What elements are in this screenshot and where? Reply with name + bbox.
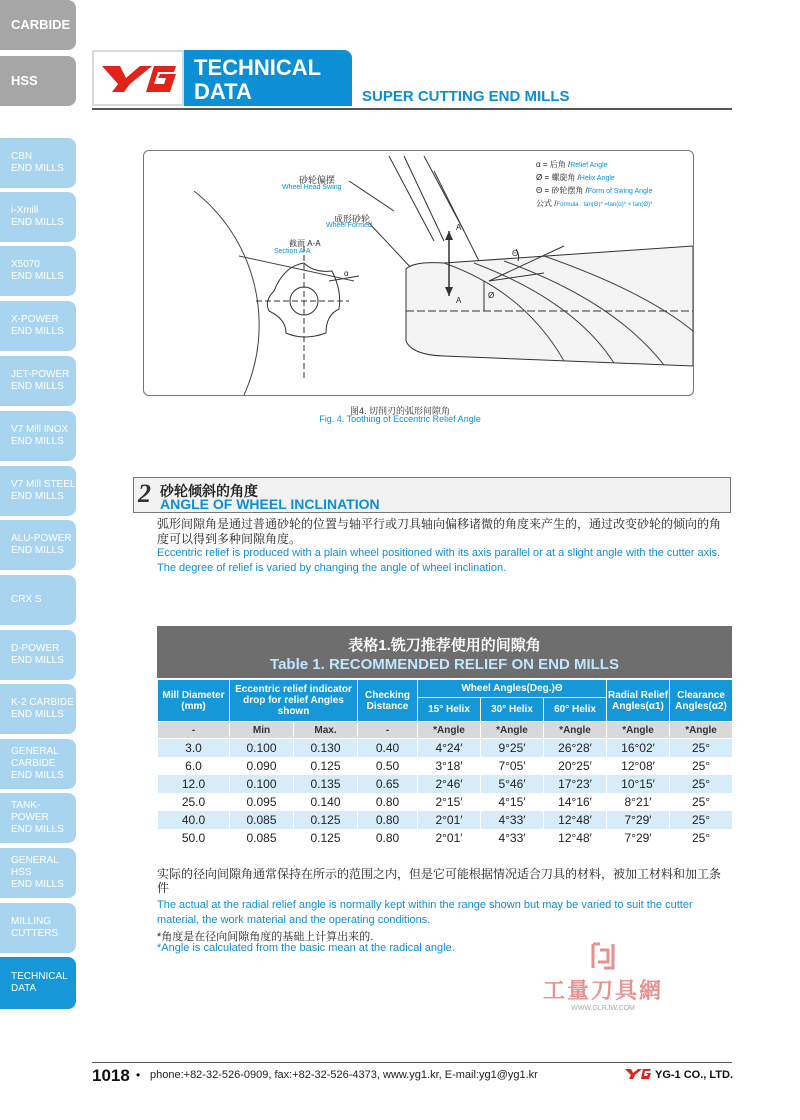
mark-phi: Ø [488, 291, 495, 300]
mark-a-bottom: A [456, 296, 462, 305]
legend-theta-cn: Θ = 砂轮摆角 / [536, 186, 588, 195]
side-tab-general-carbide-end-mills[interactable] [0, 739, 76, 789]
table-cell: 4°15′ [481, 793, 544, 811]
footer-contact: phone:+82-32-526-0909, fax:+82-32-526-4373, www.yg1.kr, E-mail:yg1@yg1.kr [150, 1069, 538, 1081]
mark-a-top: A [456, 223, 462, 232]
table-cell: 0.100 [230, 739, 294, 758]
table-cell: 2°01′ [418, 811, 481, 829]
side-tab-label: X-POWER END MILLS [11, 314, 64, 337]
table-cell: 50.0 [158, 829, 230, 847]
table-cell: 40.0 [158, 811, 230, 829]
table-cell: 16°02′ [607, 739, 670, 758]
th-helix-30: 30° Helix [481, 698, 544, 722]
table-cell: 25° [670, 739, 733, 758]
table-cell: 0.125 [294, 757, 358, 775]
side-tab-jet-power-end-mills[interactable] [0, 356, 76, 406]
watermark-logo-icon [590, 942, 616, 970]
side-tab-v7-mill-steel-end-mills[interactable] [0, 466, 76, 516]
table-cell: 25° [670, 829, 733, 847]
side-tab-label: TANK-POWER END MILLS [11, 800, 64, 835]
side-tab-label: JET-POWER END MILLS [11, 369, 70, 392]
table-cell: 0.090 [230, 757, 294, 775]
table-cell: 25° [670, 811, 733, 829]
table-title-cn: 表格1.铣刀推荐使用的间隙角 [348, 637, 541, 654]
table-cell: 0.135 [294, 775, 358, 793]
side-tab-x-power-end-mills[interactable] [0, 301, 76, 351]
relief-table [157, 679, 733, 847]
table-cell: 2°15′ [418, 793, 481, 811]
side-tab-label: D-POWER END MILLS [11, 643, 64, 666]
side-tab-crx-s[interactable] [0, 575, 76, 625]
table-cell: 10°15′ [607, 775, 670, 793]
side-tab-label: V7 Mill INOX END MILLS [11, 424, 69, 447]
figure-frame [143, 150, 694, 396]
footer-rule [92, 1062, 732, 1063]
side-tab-carbide[interactable] [0, 0, 76, 50]
table-cell: 6.0 [158, 757, 230, 775]
side-tab-tank-power-end-mills[interactable] [0, 793, 76, 843]
label-wheel-swing-en: Wheel Head Swing [282, 184, 342, 191]
section-body-cn: 弧形间隙角是通过普通砂轮的位置与轴平行或刀具轴向偏移诸微的角度来产生的，通过改变砂轮的倾向的角度可以得到多种间隙角度。 [157, 517, 722, 546]
table-row [158, 829, 733, 847]
table-cell: 0.125 [294, 811, 358, 829]
table-cell: 7°05′ [481, 757, 544, 775]
mark-alpha: α [344, 269, 349, 278]
legend-phi-en: Helix Angle [579, 175, 615, 182]
th-clearance: Clearance Angles(α2) [670, 680, 733, 722]
table-cell: 12°48′ [544, 811, 607, 829]
label-wheel-swing-cn: 砂轮偏摆 [299, 175, 336, 185]
th-wheel-angles: Wheel Angles(Deg.)Θ [418, 680, 607, 698]
watermark-text: 工量刀具網 [542, 978, 663, 1003]
sub-angle: *Angle [544, 722, 607, 739]
footer-company: YG-1 CO., LTD. [655, 1069, 734, 1081]
side-tab-technical-data[interactable] [0, 957, 76, 1009]
table-row [158, 793, 733, 811]
table-cell: 8°21′ [607, 793, 670, 811]
table-cell: 0.140 [294, 793, 358, 811]
note1-en: The actual at the radial relief angle is normally kept within the range shown but may be varied to suit the cutter material, the work material and the operating conditions. [157, 899, 693, 926]
yg-logo-mark [96, 58, 180, 98]
table-cell: 0.50 [358, 757, 418, 775]
side-tab-label: X5070 END MILLS [11, 259, 64, 282]
table-row [158, 811, 733, 829]
side-tab-milling-cutters[interactable] [0, 903, 76, 953]
side-tab-x5070-end-mills[interactable] [0, 246, 76, 296]
header-rule [92, 108, 732, 110]
table-cell: 0.100 [230, 775, 294, 793]
section-title-en: ANGLE OF WHEEL INCLINATION [160, 496, 380, 512]
side-tab-general-hss-end-mills[interactable] [0, 848, 76, 898]
side-tab-label: i-Xmill END MILLS [11, 205, 64, 228]
note2-cn: *角度是在径向间隙角度的基础上计算出来的. [157, 931, 374, 943]
side-tab-label: CARBIDE [11, 17, 71, 32]
table-cell: 0.085 [230, 811, 294, 829]
legend-phi-cn: Ø = 螺旋角 / [536, 173, 580, 182]
side-tab-d-power-end-mills[interactable] [0, 630, 76, 680]
table-row [158, 775, 733, 793]
technical-data-banner [184, 50, 352, 106]
table-cell: 0.40 [358, 739, 418, 758]
table-cell: 2°46′ [418, 775, 481, 793]
table-cell: 4°33′ [481, 829, 544, 847]
legend-formula-en: Formula : tan(Θ)* =tan(α)* × tan(Ø)* [556, 202, 653, 208]
sub-dash: - [358, 722, 418, 739]
table-cell: 0.095 [230, 793, 294, 811]
table-cell: 2°01′ [418, 829, 481, 847]
sub-min: Min [230, 722, 294, 739]
note2-en: *Angle is calculated from the basic mean at the radical angle. [157, 942, 455, 954]
table-cell: 0.085 [230, 829, 294, 847]
table-cell: 0.80 [358, 829, 418, 847]
legend-alpha-en: Relief Angle [570, 162, 608, 169]
section-number: 2 [138, 479, 151, 508]
table-cell: 0.80 [358, 793, 418, 811]
side-tab-label: CBN END MILLS [11, 151, 64, 174]
watermark-url: WWW.GLRJW.COM [571, 1005, 635, 1012]
sub-dash: - [158, 722, 230, 739]
page-subtitle: SUPER CUTTING END MILLS [362, 88, 570, 105]
table-cell: 4°33′ [481, 811, 544, 829]
th-helix-60: 60° Helix [544, 698, 607, 722]
section-title-cn: 砂轮倾斜的角度 [160, 483, 258, 499]
table-cell: 14°16′ [544, 793, 607, 811]
th-helix-15: 15° Helix [418, 698, 481, 722]
table-cell: 20°25′ [544, 757, 607, 775]
table-cell: 12°08′ [607, 757, 670, 775]
figure-legend [536, 159, 692, 211]
note1-cn: 实际的径向间隙角通常保持在所示的范围之内，但是它可能根据情况适合刀具的材料，被加工材料和加工条件 [157, 867, 722, 895]
table-cell: 26°28′ [544, 739, 607, 758]
table-cell: 7°29′ [607, 811, 670, 829]
yg-logo [92, 50, 184, 106]
side-tab-label: K-2 CARBIDE END MILLS [11, 697, 74, 720]
th-radial: Radial Relief Angles(α1) [607, 680, 670, 722]
table-cell: 4°24′ [418, 739, 481, 758]
table-cell: 17°23′ [544, 775, 607, 793]
footer-bullet: • [136, 1068, 141, 1082]
page-number: 1018 [92, 1066, 130, 1085]
table-cell: 0.80 [358, 811, 418, 829]
table-cell: 0.65 [358, 775, 418, 793]
side-tab-label: ALU-POWER END MILLS [11, 533, 72, 556]
table-cell: 3.0 [158, 739, 230, 758]
side-tab-label: GENERAL HSS END MILLS [11, 855, 64, 890]
table-title-en: Table 1. RECOMMENDED RELIEF ON END MILLS [270, 656, 619, 673]
legend-theta-en: Form of Swing Angle [587, 188, 653, 195]
side-tab-label: MILLING CUTTERS [11, 916, 59, 939]
table-row [158, 739, 733, 758]
label-wheel-formed-cn: 成形砂轮 [334, 214, 371, 224]
sub-max: Max. [294, 722, 358, 739]
table-cell: 7°29′ [607, 829, 670, 847]
relief-table-body [158, 739, 733, 848]
table-cell: 12.0 [158, 775, 230, 793]
sub-angle: *Angle [607, 722, 670, 739]
label-section-cn: 截面 A-A [289, 239, 321, 248]
legend-alpha-cn: α = 后角 / [536, 160, 571, 169]
table-cell: 0.125 [294, 829, 358, 847]
side-tab-label: TECHNICAL DATA [11, 971, 68, 994]
label-wheel-formed-en: Wheel Formed [326, 222, 372, 229]
label-section-en: Section A-A [274, 248, 311, 255]
sub-angle: *Angle [418, 722, 481, 739]
side-tab-i-xmill-end-mills[interactable] [0, 192, 76, 242]
side-tab-label: GENERAL CARBIDE END MILLS [11, 746, 64, 781]
table-cell: 25° [670, 757, 733, 775]
banner-line2: DATA [194, 79, 252, 104]
legend-formula-cn: 公式 / [536, 199, 557, 208]
table-cell: 25° [670, 793, 733, 811]
table-title-bar [157, 626, 732, 678]
table-cell: 9°25′ [481, 739, 544, 758]
th-indicator: Eccentric relief indicator drop for relief Angles shown [230, 680, 358, 722]
sub-angle: *Angle [670, 722, 733, 739]
banner-line1: TECHNICAL [194, 55, 322, 80]
table-cell: 12°48′ [544, 829, 607, 847]
side-tab-label: HSS [11, 73, 38, 88]
table-cell: 0.130 [294, 739, 358, 758]
table-cell: 25° [670, 775, 733, 793]
table-cell: 3°18′ [418, 757, 481, 775]
side-tab-label: V7 Mill STEEL END MILLS [11, 479, 76, 502]
side-tab-alu-power-end-mills[interactable] [0, 520, 76, 570]
sub-angle: *Angle [481, 722, 544, 739]
watermark [538, 942, 668, 1012]
side-tab-k-2-carbide-end-mills[interactable] [0, 684, 76, 734]
table-cell: 5°46′ [481, 775, 544, 793]
side-tab-label: CRX S [11, 594, 42, 605]
mark-theta: Θ [512, 249, 519, 258]
figure-caption-en: Fig. 4. Toothing of Eccentric Relief Angle [319, 414, 481, 424]
th-checking: Checking Distance [358, 680, 418, 722]
figure-caption-cn: 图4. 切削刃的弧形间隙角 [349, 406, 450, 416]
th-diameter: Mill Diameter (mm) [158, 680, 230, 722]
table-cell: 25.0 [158, 793, 230, 811]
section-body-en: Eccentric relief is produced with a plain wheel positioned with its axis parallel or at a slight angle with the cutter axis. The degree of relief is varied by changing the angle of wheel inclination. [157, 547, 721, 574]
side-tab-cbn-end-mills[interactable] [0, 138, 76, 188]
footer-yg-logo [624, 1068, 652, 1080]
side-tab-hss[interactable] [0, 56, 76, 106]
table-row [158, 757, 733, 775]
